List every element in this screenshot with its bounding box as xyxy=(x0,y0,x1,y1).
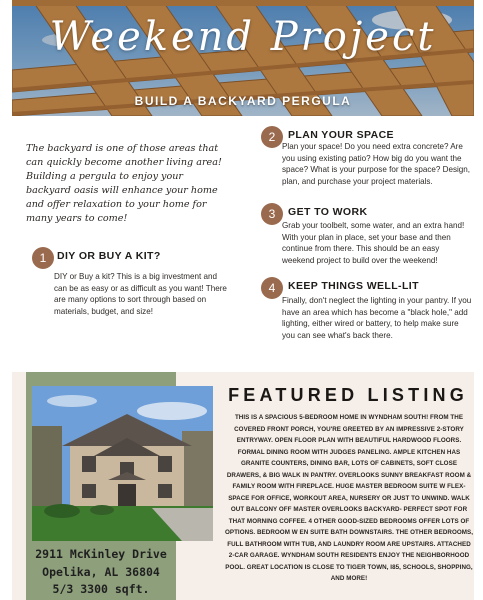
header-banner xyxy=(12,0,474,116)
step-body: DIY or Buy a kit? This is a big investment and can be as easy or as difficult as you want! There are many options to sort through based on materials, budget, and size! xyxy=(54,272,227,316)
step-body: Grab your toolbelt, some water, and an extra hand! With your plan in place, set your base and then continue from there. This should be an easy weekend project to build over the weekend! xyxy=(282,221,465,265)
house-photo xyxy=(32,386,213,541)
step-number-badge: 3 xyxy=(261,203,283,225)
header-subtitle: BUILD A BACKYARD PERGULA xyxy=(134,94,352,108)
listing-description: THIS IS A SPACIOUS 5-BEDROOM HOME IN WYNDHAM SOUTH! FROM THE COVERED FRONT PORCH, YOU'RE GREETED BY AN IMPRESSIVE 2-STORY ENTRYWAY. OPEN FLOOR PLAN WITH BEAUTIFUL HARDWOOD FLOORS. FORMAL DINING ROOM WITH JUDGES PANELING. AMPLE KITCHEN HAS GRANITE COUNTERS, DINING BAR, LOTS OF CABINETS, SOFT CLOSE DRAWERS, & BIG WALK IN PANTRY. OVERLOOKS SUNNY BREAKFAST ROOM & FAMILY ROOM WITH FIREPLACE. HUGE MASTER BEDROOM SUITE W FLEX-SPACE FOR OFFICE, WORKOUT AREA, NURSERY OR JUST TO UNWIND. WALK OUT BALCONY OFF MASTER OVERLOOKS BACKYARD- PERFECT SPOT FOR THAT MORNING COFFEE. 4 OTHER GOOD-SIZED BEDROOMS OFFER LOTS OF OPTIONS. BEDROOM W EN SUITE BATH DOWNSTAIRS. THE OTHER BEDROOMS, FULL BATHROOM WITH TUB, AND LAUNDRY ROOM ARE UPSTAIRS. ATTACHED 2-CAR GARAGE. WYNDHAM SOUTH RESIDENTS ENJOY THE NEIGHBORHOOD POOL. GREAT LOCATION IS CLOSE TO TIGER TOWN, I85, SCHOOLS, SHOPPING, AND MORE! xyxy=(224,414,474,582)
address-line-city: Opelika, AL 36804 xyxy=(42,564,160,579)
listing-details: 5/3 3300 sqft. xyxy=(52,582,150,596)
house-illustration xyxy=(32,386,213,541)
step-number-badge: 4 xyxy=(261,277,283,299)
intro-paragraph: The backyard is one of those areas that can quickly become another living area! Building a pergula to enjoy your backyard oasis will enhance your home and offer relaxation to your home for many years to come! xyxy=(26,143,222,224)
step-body: Finally, don't neglect the lighting in your pantry. If you have an area which has become a "black hole," add lighting, either wired or battery, to help make sure you can see what's back there. xyxy=(282,296,472,340)
step-title: DIY OR BUY A KIT? xyxy=(57,250,161,262)
step-title: GET TO WORK xyxy=(288,206,368,218)
header-title: Weekend Project xyxy=(49,14,437,60)
step-body: Plan your space! Do you need extra concrete? Are you using existing patio? How big do you want the space? What is your purpose for the space? Design, plan, and purchase your project materials. xyxy=(282,142,471,186)
step-number-badge: 1 xyxy=(32,247,54,269)
step-title: KEEP THINGS WELL-LIT xyxy=(288,280,419,292)
featured-listing-title: FEATURED LISTING xyxy=(228,385,468,405)
step-number-badge: 2 xyxy=(261,126,283,148)
listing-address xyxy=(26,546,176,599)
step-title: PLAN YOUR SPACE xyxy=(288,129,394,141)
address-line-street: 2911 McKinley Drive xyxy=(35,547,167,561)
